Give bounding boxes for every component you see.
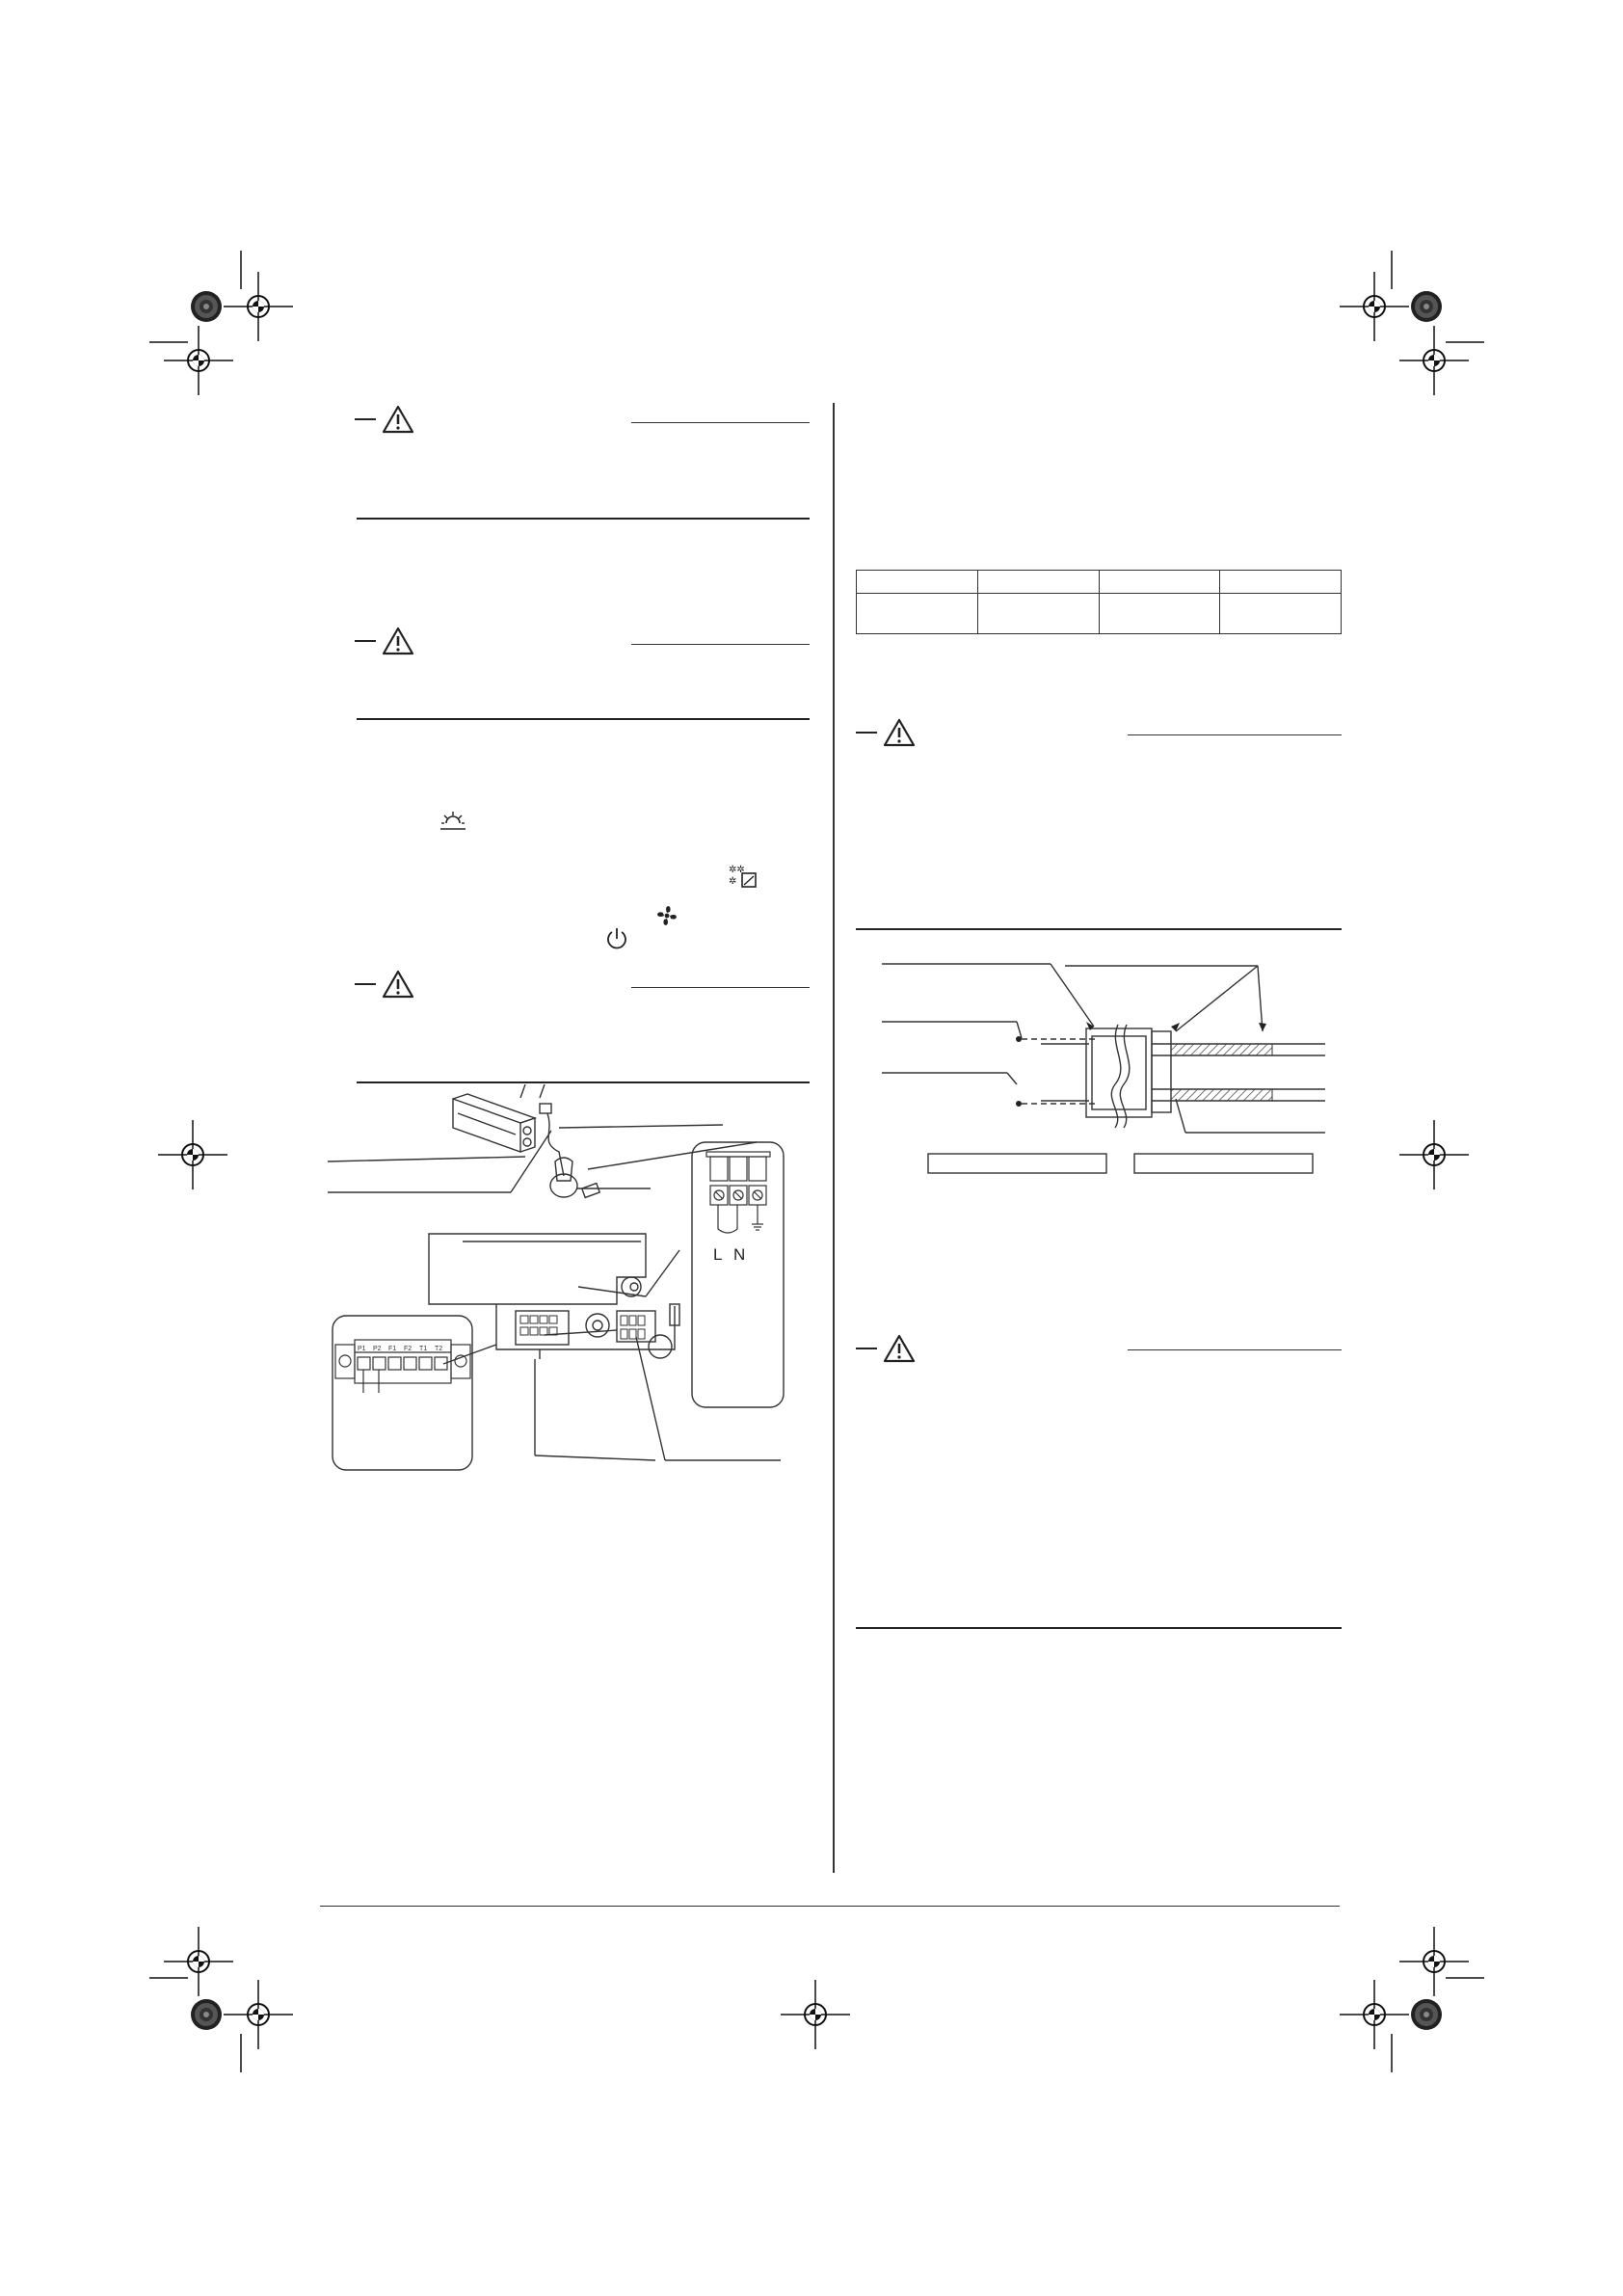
label-box-right — [1134, 1154, 1313, 1173]
spec-table-cell — [1099, 594, 1220, 634]
warning-2-top-rule — [631, 644, 810, 645]
pipe-insulation-diagram — [863, 949, 1344, 1181]
warning-triangle-icon — [382, 627, 414, 655]
footer-rule — [320, 1906, 1340, 1907]
warning-2-bottom-rule — [357, 718, 810, 720]
spec-table-header-cell — [1220, 571, 1342, 594]
spec-table-cell — [1220, 594, 1342, 634]
warning-block-1 — [355, 405, 414, 434]
warning-1-top-rule — [631, 422, 810, 423]
terminal-label-f2: F2 — [404, 1346, 412, 1352]
svg-text:✲: ✲ — [729, 876, 737, 887]
warning-triangle-icon — [883, 1334, 916, 1363]
warning-4-bottom-rule — [856, 928, 1342, 930]
svg-text:✲✲: ✲✲ — [729, 865, 745, 875]
terminal-label-n: N — [733, 1245, 746, 1264]
column-divider — [833, 403, 835, 1873]
spec-table-cell — [977, 594, 1099, 634]
defrost-display-icon — [729, 864, 759, 897]
wiring-diagram — [328, 1084, 810, 1480]
warning-triangle-icon — [382, 405, 414, 434]
spec-table-cell — [857, 594, 978, 634]
terminal-label-p2: P2 — [373, 1346, 382, 1352]
warning-3-bottom-rule — [357, 1081, 810, 1083]
warning-1-bottom-rule — [357, 518, 810, 520]
terminal-label-t2: T2 — [435, 1346, 443, 1352]
terminal-label-t1: T1 — [419, 1346, 428, 1352]
warning-5-bottom-rule — [856, 1627, 1342, 1629]
warning-block-2 — [355, 627, 414, 655]
warning-triangle-icon — [883, 718, 916, 747]
sun-display-icon — [439, 810, 467, 840]
fan-icon — [653, 902, 680, 934]
power-icon — [603, 925, 630, 957]
warning-block-3 — [355, 970, 414, 999]
spec-table — [856, 570, 1342, 634]
warning-4-top-rule — [1128, 734, 1342, 735]
label-box-left — [928, 1154, 1106, 1173]
warning-5-top-rule — [1128, 1349, 1342, 1350]
terminal-label-l: L — [713, 1245, 723, 1264]
warning-block-4 — [856, 718, 916, 747]
spec-table-header-cell — [977, 571, 1099, 594]
warning-block-5 — [856, 1334, 916, 1363]
warning-triangle-icon — [382, 970, 414, 999]
spec-table-header-cell — [1099, 571, 1220, 594]
warning-3-top-rule — [631, 987, 810, 988]
terminal-label-f1: F1 — [388, 1346, 397, 1352]
spec-table-header-cell — [857, 571, 978, 594]
terminal-label-p1: P1 — [358, 1346, 366, 1352]
